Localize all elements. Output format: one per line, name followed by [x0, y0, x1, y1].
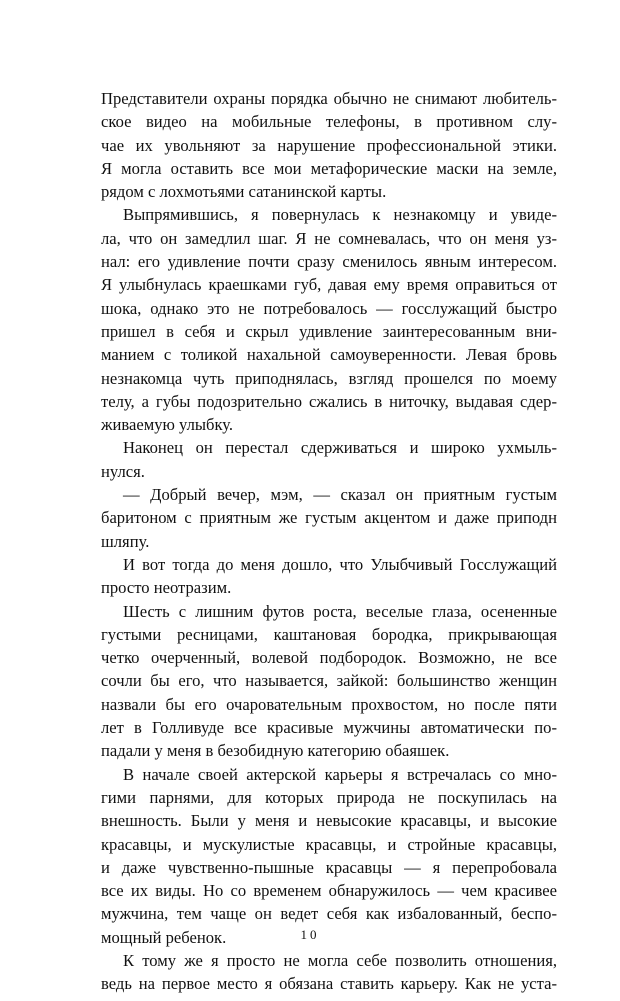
text-line: пришел в себя и скрыл удивление заинтересованным вни- — [101, 321, 557, 341]
text-line: телу, а губы подозрительно сжались в ниточку, выдавая сдер- — [101, 391, 557, 411]
text-line: шока, однако это не потребовалось — госслужащий быстро — [101, 298, 557, 318]
text-line: просто неотразим. — [101, 578, 232, 598]
text-line: назвали бы его очаровательным прохвостом, но после пяти — [101, 694, 557, 714]
text-line: ведь на первое место я обязана ставить карьеру. Как не уста- — [101, 974, 557, 994]
text-line: Я улыбнулась краешками губ, давая ему время оправиться от — [101, 275, 557, 295]
text-line: Наконец он перестал сдерживаться и широко ухмыль- — [123, 438, 557, 458]
text-line: манием с толикой нахальной самоуверенности. Левая бровь — [101, 345, 557, 365]
text-line: все их виды. Но со временем обнаружилось — чем красивее — [101, 881, 557, 901]
text-line: густыми ресницами, каштановая бородка, прикрывающая — [101, 624, 557, 644]
text-line: Выпрямившись, я повернулась к незнакомцу и увиде- — [123, 205, 557, 225]
text-line: чае их увольняют за нарушение профессиональной этики. — [101, 135, 557, 155]
text-line: ла, что он замедлил шаг. Я не сомневалась, что он меня уз- — [101, 228, 557, 248]
page-number: 10 — [300, 927, 320, 942]
text-line: красавцы, и мускулистые красавцы, и стройные красавцы, — [101, 834, 557, 854]
text-line: нал: его удивление почти сразу сменилось явным интересом. — [101, 252, 557, 272]
text-line: падали у меня в безобидную категорию обаяшек. — [101, 741, 450, 761]
text-line: мужчина, тем чаще он ведет себя как избалованный, беспо- — [101, 904, 557, 924]
text-line: И вот тогда до меня дошло, что Улыбчивый Госслужащий — [123, 554, 557, 574]
text-line: четко очерченный, волевой подбородок. Возможно, не все — [101, 648, 557, 668]
text-line: шляпу. — [101, 531, 150, 551]
text-line: Шесть с лишним футов роста, веселые глаза, осененные — [123, 601, 557, 621]
text-line: В начале своей актерской карьеры я встречалась со мно- — [123, 764, 557, 784]
text-line: сочли бы его, что называется, зайкой: большинство женщин — [101, 671, 557, 691]
text-line: мощный ребенок. — [101, 927, 227, 947]
text-line: баритоном с приятным же густым акцентом и даже приподн — [101, 508, 557, 528]
text-line: К тому же я просто не могла себе позволить отношения, — [123, 950, 557, 970]
text-line: Я могла оставить все мои метафорические маски на земле, — [101, 158, 557, 178]
text-line: — Добрый вечер, мэм, — сказал он приятным густым — [123, 485, 557, 505]
text-line: и даже чувственно-пышные красавцы — я перепробовала — [101, 857, 557, 877]
text-line: рядом с лохмотьями сатанинской карты. — [101, 182, 387, 202]
text-line: Представители охраны порядка обычно не снимают любитель- — [101, 89, 557, 108]
body-text — [101, 87, 557, 996]
text-line: нулся. — [101, 461, 145, 481]
text-line: ское видео на мобильные телефоны, в противном слу- — [101, 112, 557, 132]
text-line: живаемую улыбку. — [101, 415, 234, 435]
text-line: лет в Голливуде все красивые мужчины автоматически по- — [101, 718, 557, 738]
text-line: гими парнями, для которых природа не поскупилась на — [101, 787, 557, 807]
text-line: внешность. Были у меня и невысокие красавцы, и высокие — [101, 811, 557, 831]
text-line: незнакомца чуть приподнялась, взгляд прошелся по моему — [101, 368, 557, 388]
